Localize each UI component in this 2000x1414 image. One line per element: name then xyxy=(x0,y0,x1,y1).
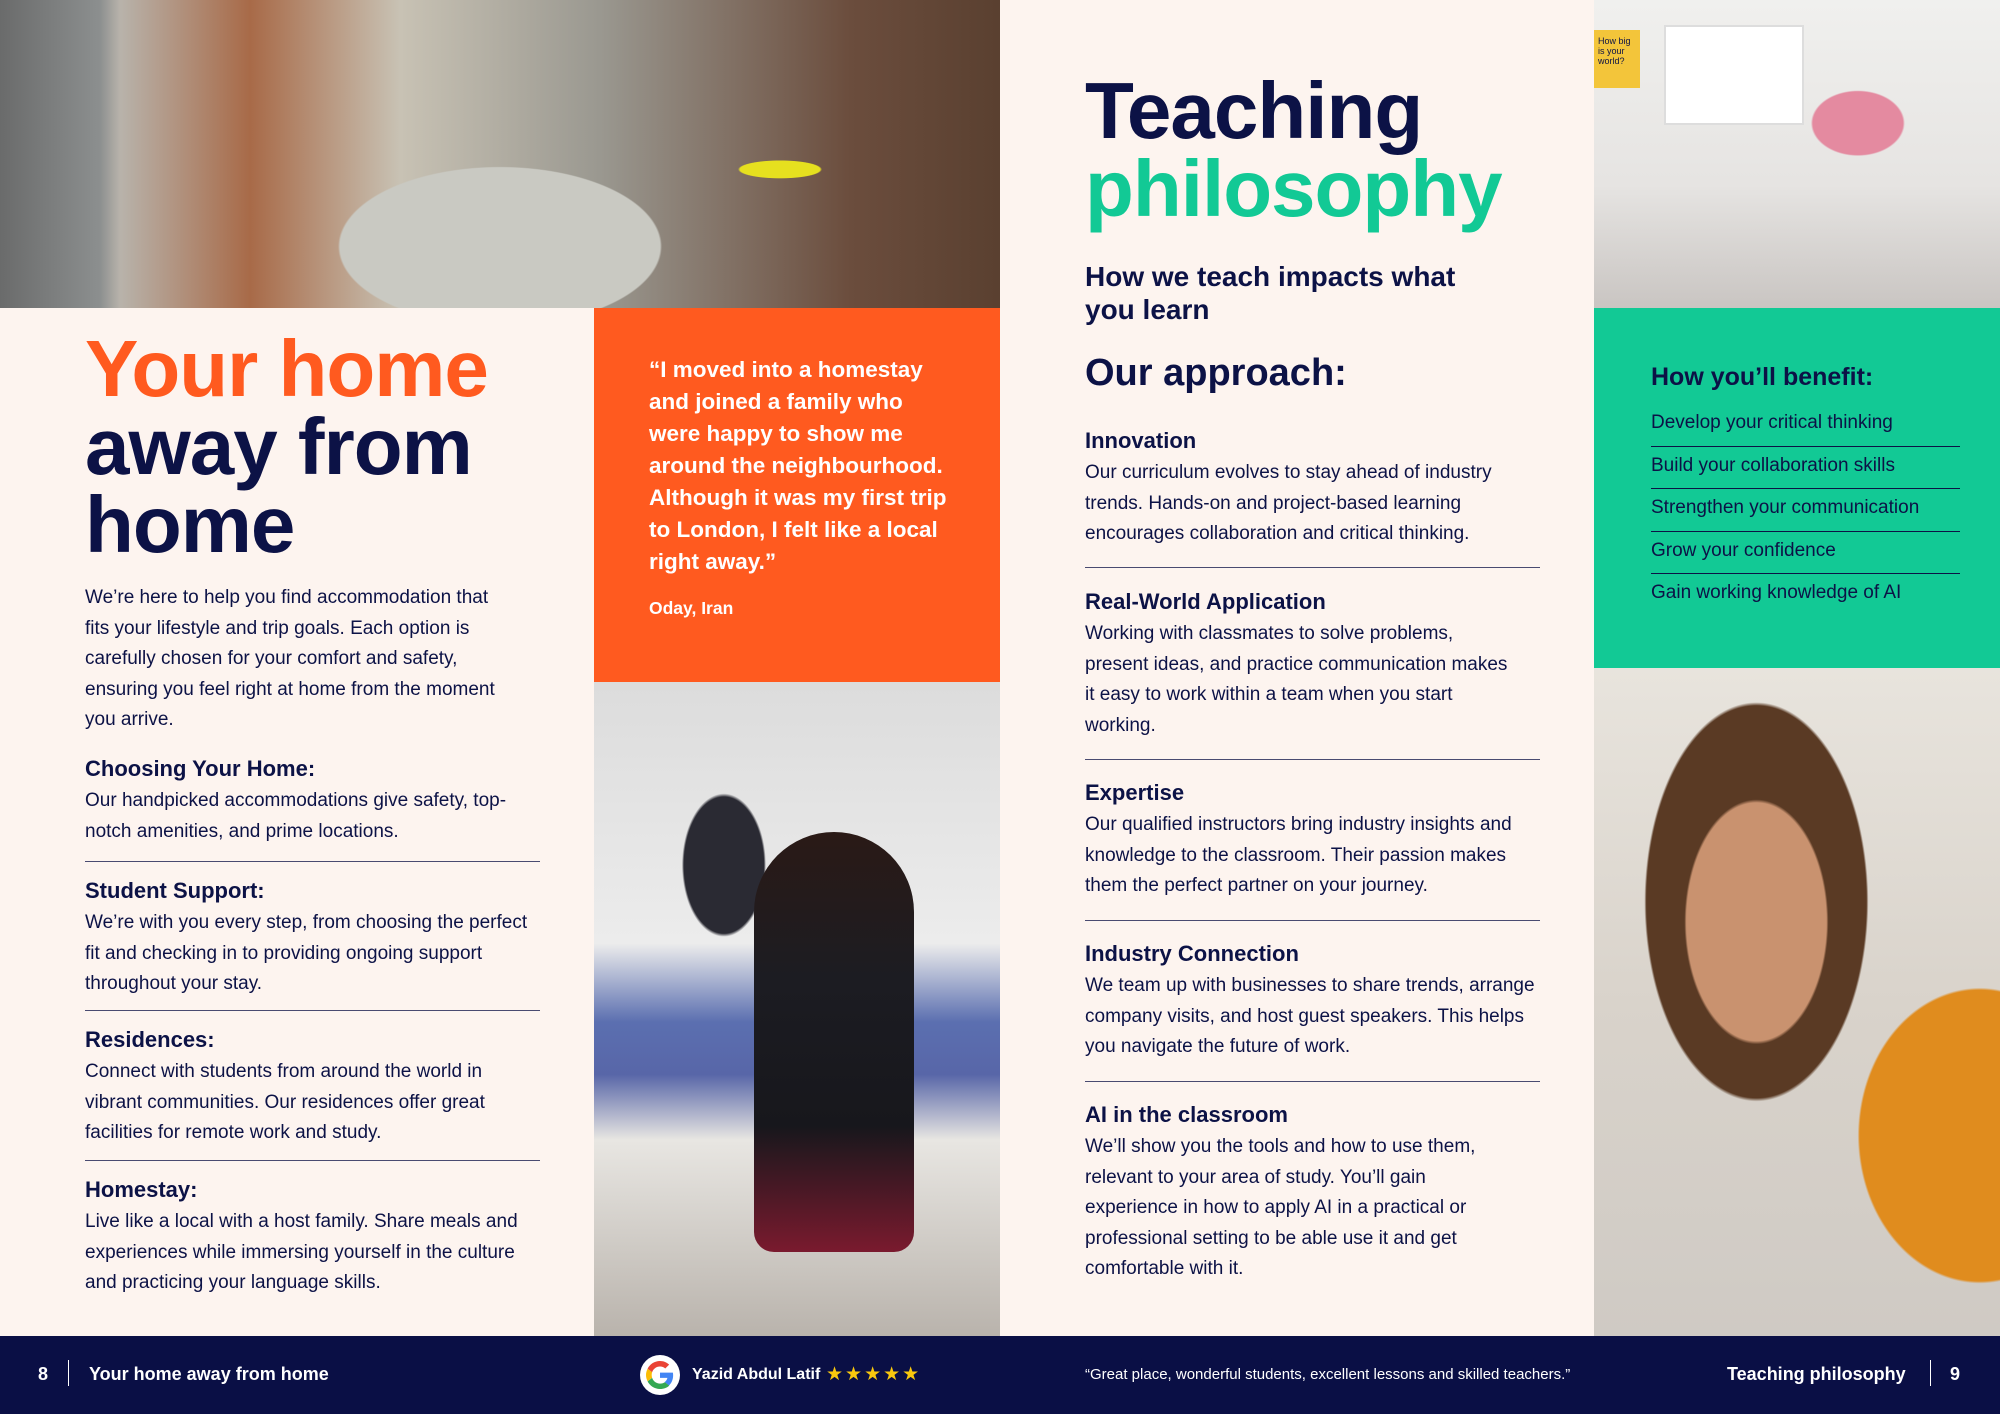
section-body: We’ll show you the tools and how to use them, relevant to your area of study. You’ll gain experience in how to apply AI in a practical or professional setting to be able use it and get comfortable with it. xyxy=(1085,1136,1476,1279)
approach-expertise xyxy=(1085,780,1540,902)
section-heading: Student Support: xyxy=(85,878,265,903)
section-heading: Real-World Application xyxy=(1085,589,1326,614)
bedroom-photo xyxy=(594,682,1000,1336)
laughing-student-photo xyxy=(1594,668,2000,1336)
section-body: We’re with you every step, from choosing the perfect fit and checking in to providing ongoing support throughout your stay. xyxy=(85,912,528,994)
footer-bar xyxy=(0,1336,2000,1414)
divider xyxy=(85,861,540,862)
right-subtitle: How we teach impacts what you learn xyxy=(1085,261,1456,325)
divider xyxy=(1085,1081,1540,1082)
section-homestay xyxy=(85,1177,540,1299)
benefits-panel xyxy=(1594,308,2000,668)
title-line-2: away from xyxy=(85,402,472,491)
classroom-photo xyxy=(1594,0,2000,308)
left-intro: We’re here to help you find accommodation that fits your lifestyle and trip goals. Each option is carefully chosen for your comfort and safety, ensuring you feel right at home from the moment you arrive. xyxy=(85,587,495,730)
divider xyxy=(1085,920,1540,921)
foosball-photo xyxy=(0,0,1000,308)
section-choosing-home xyxy=(85,756,540,847)
right-footer-title: Teaching philosophy xyxy=(1727,1364,1906,1384)
google-g-icon xyxy=(640,1355,680,1395)
section-body: Our handpicked accommodations give safety, top-notch amenities, and prime locations. xyxy=(85,790,507,842)
divider xyxy=(1085,759,1540,760)
student-figure xyxy=(754,832,914,1252)
section-body: Our qualified instructors bring industry insights and knowledge to the classroom. Their passion makes them the perfect partner on your journey. xyxy=(1085,814,1512,896)
section-heading: Expertise xyxy=(1085,780,1185,805)
section-residences xyxy=(85,1027,540,1149)
section-body: We team up with businesses to share trends, arrange company visits, and host guest speakers. This helps you navigate the future of work. xyxy=(1085,975,1535,1057)
section-student-support xyxy=(85,878,540,1000)
section-heading: Innovation xyxy=(1085,428,1197,453)
section-heading: Industry Connection xyxy=(1085,941,1299,966)
approach-innovation xyxy=(1085,428,1540,550)
approach-ai xyxy=(1085,1102,1540,1285)
quote-text: “I moved into a homestay and joined a family who were happy to show me around the neighbourhood. Although it was my first trip to London, I felt like a local right away.” xyxy=(649,357,947,574)
right-page-number: 9 xyxy=(1950,1364,1961,1384)
title-line-3: home xyxy=(85,480,295,569)
title-line-2: philosophy xyxy=(1085,144,1502,233)
board-sign xyxy=(1594,30,1640,88)
right-page-title xyxy=(1085,66,1502,233)
review-text: “Great place, wonderful students, excellent lessons and skilled teachers.” xyxy=(1085,1366,1571,1383)
reviewer-name: Yazid Abdul Latif xyxy=(692,1366,821,1383)
footer-separator xyxy=(1930,1360,1931,1386)
approach-real-world xyxy=(1085,589,1540,741)
divider xyxy=(85,1160,540,1161)
divider xyxy=(85,1010,540,1011)
quote-author: Oday, Iran xyxy=(649,598,734,618)
left-page-title xyxy=(85,324,605,569)
board-sign-text: How big is your world? xyxy=(1598,36,1631,66)
testimonial-quote-card xyxy=(594,308,1000,682)
left-footer-title: Your home away from home xyxy=(89,1364,329,1384)
section-heading: Homestay: xyxy=(85,1177,198,1202)
approach-heading: Our approach: xyxy=(1085,352,1347,394)
benefit-item: Develop your critical thinking xyxy=(1651,404,1960,447)
title-accent: Your home xyxy=(85,324,488,413)
benefit-item: Strengthen your communication xyxy=(1651,489,1960,532)
section-body: Connect with students from around the world in vibrant communities. Our residences offer great facilities for remote work and study. xyxy=(85,1061,485,1143)
section-body: Working with classmates to solve problems, present ideas, and practice communication makes it easy to work within a team when you start working. xyxy=(1085,623,1508,736)
star-icon: ★★★★★ xyxy=(826,1364,922,1385)
left-page-number: 8 xyxy=(38,1364,49,1384)
divider xyxy=(1085,567,1540,568)
benefit-item: Grow your confidence xyxy=(1651,532,1960,575)
section-heading: AI in the classroom xyxy=(1085,1102,1288,1127)
benefit-item: Build your collaboration skills xyxy=(1651,447,1960,490)
benefits-list xyxy=(1651,404,1960,617)
whiteboard xyxy=(1664,25,1804,125)
benefit-item: Gain working knowledge of AI xyxy=(1651,582,1902,603)
section-body: Live like a local with a host family. Share meals and experiences while immersing yourself in the culture and practicing your language skills. xyxy=(85,1211,518,1293)
benefits-heading: How you’ll benefit: xyxy=(1651,363,1874,391)
footer-separator xyxy=(68,1360,69,1386)
section-body: Our curriculum evolves to stay ahead of industry trends. Hands-on and project-based learning encourages collaboration and critical thinking. xyxy=(1085,462,1492,544)
approach-industry xyxy=(1085,941,1540,1063)
section-heading: Residences: xyxy=(85,1027,215,1052)
title-line-1: Teaching xyxy=(1085,66,1423,155)
section-heading: Choosing Your Home: xyxy=(85,756,316,781)
